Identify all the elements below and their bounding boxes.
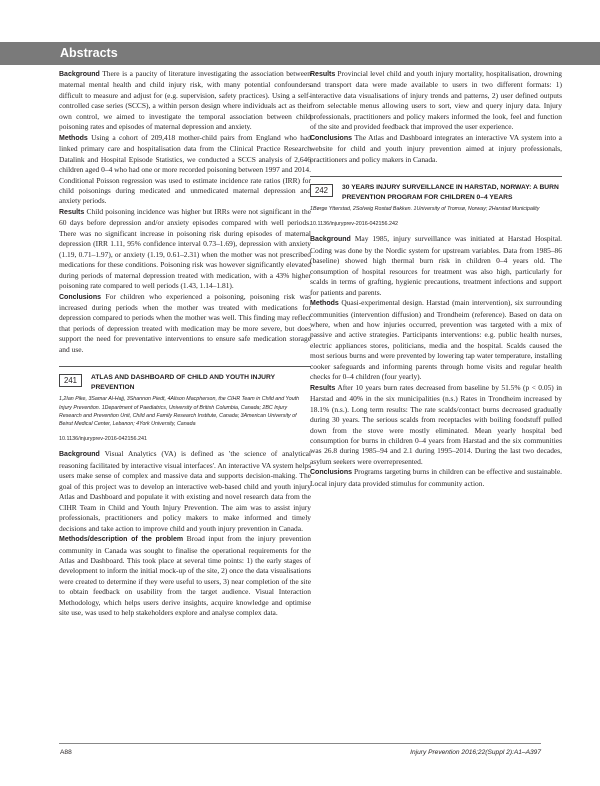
background-text: May 1985, injury surveillance was initiated at Harstad Hospital. Coding was done by the Nordic system for upstream variables. Data from 1985–86 (baseline) showed high thermal burn risk in children 0–4 years old. The consumption of hospital resources for treatment was also high, particularly for scalds in terms of grafting, hygienic precautions, treatment infections and support for patients and parents. (310, 234, 563, 297)
section-header-bar (0, 42, 600, 65)
abstract-241-continued (310, 69, 562, 165)
footer-rule (59, 743, 541, 744)
abstract-header (310, 183, 562, 202)
results-label: Results (59, 208, 85, 216)
abstract-doi: 10.1136/injuryprev-2016-042156.242 (310, 221, 399, 228)
methods-text: Using a cohort of 209,418 mother-child pairs from England who had linked primary care and hospitalisation data from the Clinical Practice Research Datalink and Hospital Episode Statistics, we conducted a SCCS analysis of 2,646 children aged 0–4 who had one or more recorded poisoning between 1997 and 2014. Conditional Poisson regression was used to estimate incidence rate ratios (IRR) for child poisonings during medicated and unmedicated maternal depression and anxiety periods. (59, 132, 312, 206)
abstract-paragraph (59, 449, 311, 534)
abstract-paragraph (59, 207, 311, 292)
background-label: Background (59, 71, 100, 78)
abstract-divider (310, 176, 562, 177)
conclusions-label: Conclusions (59, 293, 102, 301)
methods-text-part (59, 534, 311, 617)
background-label: Background (310, 236, 351, 244)
abstract-paragraph (59, 69, 311, 133)
results-text: After 10 years burn rates decreased from baseline by 51.5% (p < 0.05) in Harstad and 40% in the six municipalities (n.s.) Rates in Trondheim increased by 18.1% (n.s.). Long term results: The rate scalds/contact burns decreased gradually during 30 years. The serious scalds from receptacles with boiling foodstuff pulled down from the stove were mostly eliminated. Mean yearly hospital bed consumption for burns in children 0–4 years from Harstad and the six communities was 26.8 during 1985–94 and 2.1 during 1995–2014. During the last two decades, asylum seekers were overrepresented. (310, 382, 562, 466)
results-text: Provincial level child and youth injury mortality, hospitalisation, drowning and transport data were made available to users in two different formats: 1) interactive data visualisations of injury trends and patterns, 2) user defined outputs from selectable menus allowing users to sort, view and query injury data. Injury professionals, practitioners and policy makers informed the look, feel and function of the site and provided feedback that improved the user experience. (310, 69, 563, 132)
abstract-authors: 1Børge Ytterstad, 2Solveig Rostad Bakken. 1University of Tromsø, Norway; 2Harstad Municipality (310, 206, 540, 213)
abstract-number: 242 (310, 184, 333, 197)
background-text: Visual Analytics (VA) is defined as 'the science of analytical reasoning facilitated by interactive visual interfaces'. An interactive VA system helps users make sense of complex and massive data and supports decision-making. The goal of this project was to develop an interactive web-based child and youth injury Atlas and Dashboard and populate it with existing and novel research data from the CIHR Team in Child and Youth Injury Prevention. The aim was to assist injury professionals, practitioners and policy makers to make informed and timely decisions and take action to improve child and youth injury prevention in Canada. (59, 449, 311, 533)
abstract-paragraph (59, 292, 311, 356)
abstract-paragraph (310, 298, 562, 383)
methods-label: Methods (59, 134, 88, 142)
abstract-number: 241 (59, 374, 82, 387)
abstract-241 (59, 373, 311, 618)
conclusions-text: The Atlas and Dashboard integrates an interactive VA system into a website for child and youth injury prevention aimed at injury professionals, practitioners and policy makers in Canada. (310, 132, 562, 164)
abstract-paragraph (310, 467, 562, 489)
conclusions-text: Programs targeting burns in children can be effective and sustainable. Local injury data provided stimulus for community action. (310, 467, 562, 488)
abstract-paragraph (310, 383, 562, 468)
conclusions-label: Conclusions (310, 469, 353, 477)
section-title: Abstracts (60, 46, 118, 60)
abstract-header (59, 373, 311, 392)
page-number: A88 (60, 749, 72, 756)
abstract-doi: 10.1136/injuryprev-2016-042156.241 (59, 436, 148, 443)
background-label: Background (59, 451, 100, 459)
results-label: Results (310, 384, 336, 392)
abstract-title: ATLAS AND DASHBOARD OF CHILD AND YOUTH INJURY PREVENTION (91, 374, 275, 391)
abstract-divider (59, 366, 311, 367)
methods-label: Methods/description of the problem (59, 536, 184, 544)
abstract-paragraph (310, 133, 562, 165)
results-text: Child poisoning incidence was higher but IRRs were not significant in the 60 days before depression and/or anxiety episodes compared with well periods. There was no significant increase in poisoning risk during episodes of maternal depression (IRR 1.11, 95% confidence interval 0.73–1.69), depression with anxiety (1.19, 0.71–1.97), or anxiety (1.19, 0.61–2.31) when the mother was not prescribed medications for these conditions. Poisoning risk was however significantly elevated during periods of maternal depression treated with medication, with a 43% higher poisoning rate compared to well periods (1.43, 1.14–1.81). (59, 206, 312, 291)
abstract-authors: 1,2Ian Pike, 3Samar Al-Hajj, 3Shannon Piedt, 4Alison Macpherson, the CIHR Team in Child and Youth Injury Prevention. 1Department of Paediatrics, University of British Columbia, Canada; 2BC Injury Research and Prevention Unit, Child and Family Research Institute, Canada; 3American University of Beirut Medical Center, Lebanon; 4York University, Canada (59, 396, 300, 428)
methods-text: Quasi-experimental design. Harstad (main intervention), six surrounding communities (intervention diffusion) and Trondheim (reference). Based on data on where, when and how injuries occurred, prevention was targeted with a mix of passive and active strategies. Participants interventions: e.g. public health nurses, electric appliances stores, politicians, media and the hospital. Scalds caused the most serious burns and were prevented by lowering tap water temperature, installing cooker safeguards and informing parents through home visits and regular health checks for 0–4 children (four yearly). (310, 298, 562, 382)
methods-text: Broad input from the injury prevention community in Canada was sought to finalise the operational requirements for the Atlas and Dashboard. This took place at several time points: 1) the early stages of development to inform the initial mock-up of the site, 2) once the data visualisations were created to determine if they were useful to users, 3) near completion of the site to obtain feedback on usability from the target audience. Visual Interaction Methodology, which helps users derive insights, acquire knowledge and optimise site use, was used to help stakeholders explore and analyse complex data. (59, 534, 311, 618)
conclusions-label: Conclusions (310, 134, 353, 142)
journal-citation: Injury Prevention 2016;22(Suppl 2):A1–A397 (410, 749, 541, 756)
background-text: There is a paucity of literature investigating the association between maternal mental health and child injury risk, with many potential confounders difficult to measure and adjust for (e.g. supervision, safety practices). Using a self-controlled case series (SCCS), a within person design where individuals act as their own control, we aimed to investigate the temporal association between child poisoning rates and episodes of maternal depression and anxiety. (59, 69, 311, 132)
abstract-242 (310, 183, 562, 489)
abstract-paragraph (310, 234, 562, 298)
right-column (310, 69, 562, 489)
abstract-paragraph (59, 133, 311, 207)
abstract-paragraph (310, 69, 562, 133)
first-abstract (59, 69, 311, 355)
abstract-paragraph (59, 534, 311, 619)
methods-label: Methods (310, 300, 339, 308)
results-label: Results (310, 71, 336, 78)
abstract-title: 30 YEARS INJURY SURVEILLANCE IN HARSTAD, NORWAY: A BURN PREVENTION PROGRAM FOR CHILDREN 0–4 YEARS (342, 184, 559, 201)
left-column (59, 69, 311, 619)
conclusions-text: For children who experienced a poisoning, poisoning risk was increased during periods when the mother was treated with medications for depression compared to periods when the mother was well. This finding may reflect that periods of depression treated with medication may be more severe, but does support the need for preventative interventions to ensure safe medication storage and use. (59, 291, 312, 354)
